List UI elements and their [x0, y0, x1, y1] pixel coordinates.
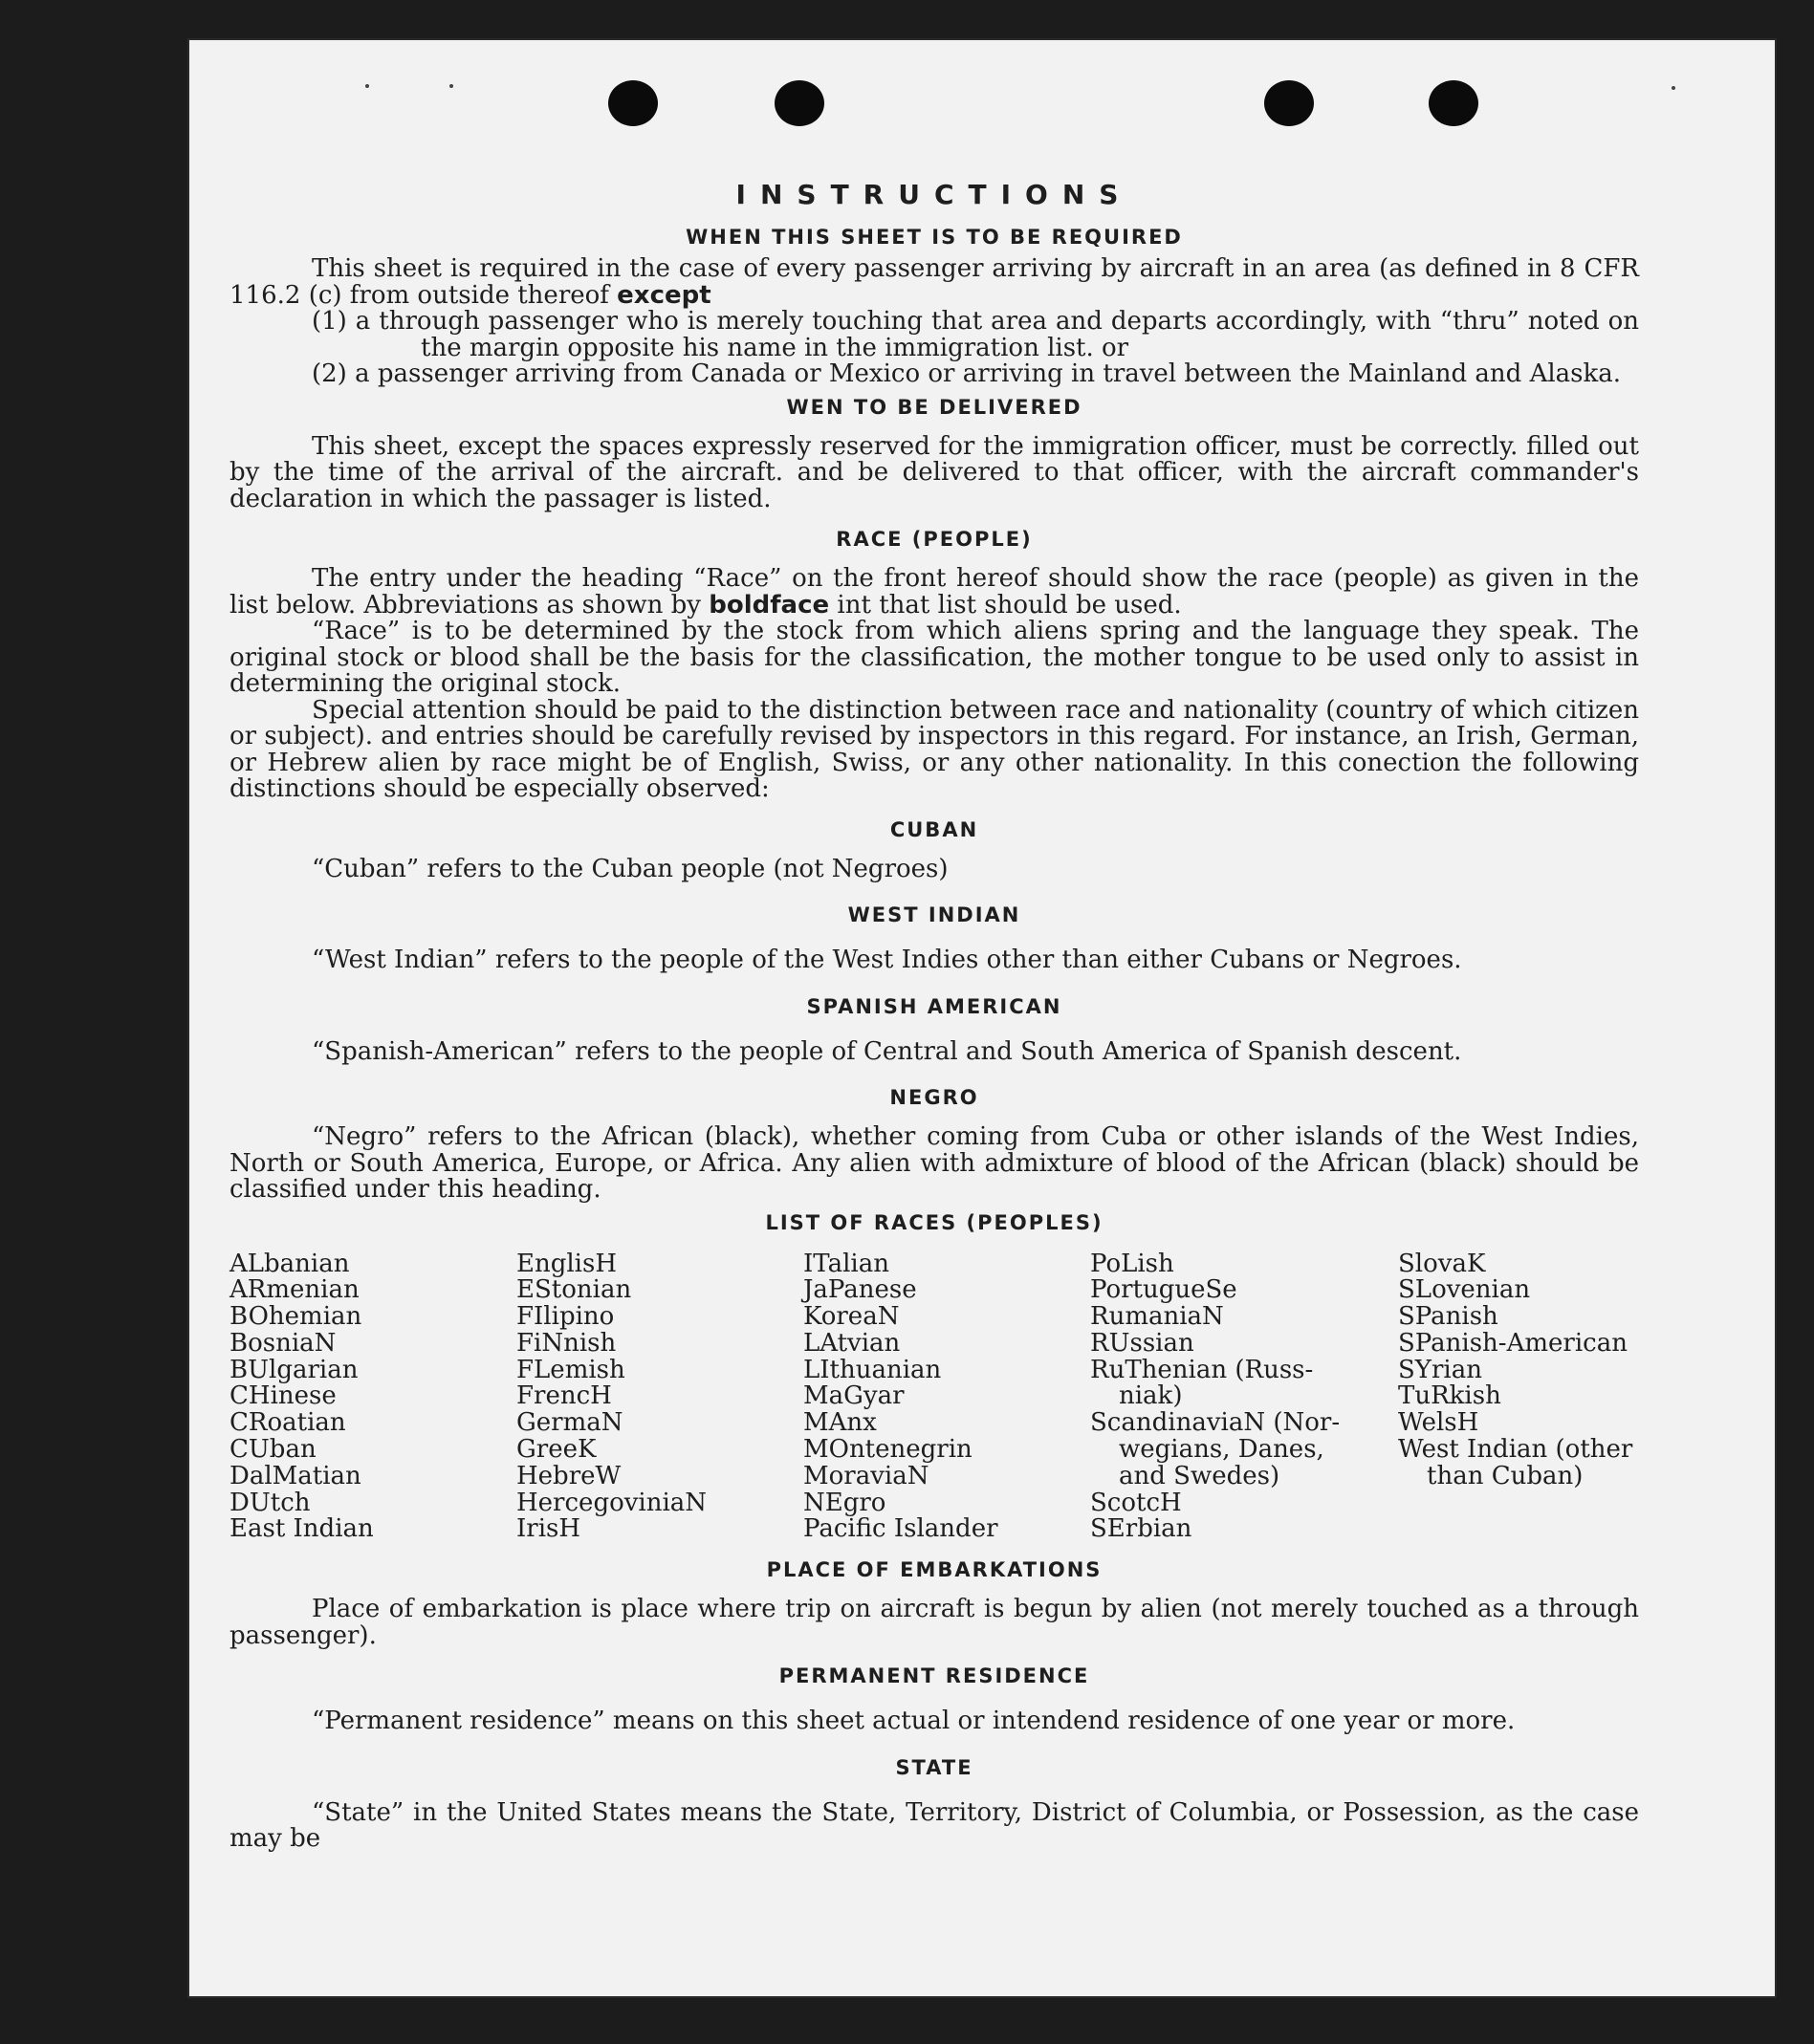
list-item: JaPanese — [803, 1275, 917, 1305]
list-item: EStonian — [516, 1275, 632, 1305]
race-column-4 — [1090, 1251, 1398, 1544]
bold-text: boldface — [709, 590, 830, 620]
scan-speck — [449, 84, 453, 88]
list-item: LIthuanian — [803, 1355, 942, 1384]
heading-embarkation: PLACE OF EMBARKATIONS — [766, 1558, 1103, 1582]
list-item: SErbian — [1090, 1514, 1192, 1544]
list-item: RumaniaN — [1090, 1302, 1224, 1332]
list-item: than Cuban) — [1427, 1461, 1584, 1490]
list-item-1: (1) a through passenger who is merely touching that area and departs accordingly, with “thru” noted on the margin opposite his name in the immigration list. or — [312, 307, 1639, 362]
list-item: SPanish — [1398, 1302, 1498, 1332]
paragraph-negro: “Negro” refers to the African (black), whether coming from Cuba or other islands of the West Indies, North or South America, Europe, or Africa. Any alien with admixture of blood of the African (black) should be classified under this heading. — [229, 1122, 1639, 1204]
list-item: RUssian — [1090, 1328, 1194, 1358]
text-span: The entry under the heading “Race” on the front hereof should show the race (people) as given in the list below. Abbreviations as shown by — [229, 564, 1639, 620]
list-item: LAtvian — [803, 1328, 901, 1358]
heading-west-indian: WEST INDIAN — [847, 903, 1021, 926]
list-item: ITalian — [803, 1249, 889, 1278]
scan-speck — [1672, 86, 1675, 90]
paragraph-race-1 — [229, 566, 1639, 619]
paragraph-west-indian: “West Indian” refers to the people of the West Indies other than either Cubans or Negroes. — [312, 946, 1462, 974]
paragraph-race-2: “Race” is to be determined by the stock from which aliens spring and the language they speak. The original stock or blood shall be the basis for the classification, the mother tongue to be used only to assist in determining the original stock. — [229, 617, 1639, 698]
list-item: MoraviaN — [803, 1461, 929, 1490]
heading-spanish-american: SPANISH AMERICAN — [806, 994, 1062, 1018]
list-item: CRoatian — [229, 1408, 346, 1438]
list-item: ScotcH — [1090, 1488, 1182, 1517]
list-item: HebreW — [516, 1461, 622, 1490]
list-item: niak) — [1119, 1381, 1183, 1411]
list-item: WelsH — [1398, 1408, 1479, 1438]
heading-when-required: WHEN THIS SHEET IS TO BE REQUIRED — [686, 226, 1183, 249]
list-item: KoreaN — [803, 1302, 900, 1332]
punch-hole — [1264, 80, 1314, 126]
list-item: TuRkish — [1398, 1381, 1501, 1411]
list-item: SlovaK — [1398, 1249, 1486, 1278]
document-page — [189, 40, 1775, 1996]
list-item: ARmenian — [229, 1275, 360, 1305]
paragraph-race-3: Special attention should be paid to the distinction between race and nationality (country of which citizen or subject). and entries should be carefully revised by inspectors in this regard. For instance, an Irish, German, or Hebrew alien by race might be of English, Swiss, or any other nationality. In this conection the following distinctions should be especially observed: — [229, 695, 1639, 803]
race-column-1 — [229, 1251, 516, 1544]
scan-speck — [365, 84, 369, 88]
paragraph-when-required — [229, 256, 1639, 309]
list-item: West Indian (other — [1398, 1435, 1633, 1465]
list-item: MOntenegrin — [803, 1435, 973, 1465]
list-item: MAnx — [803, 1408, 877, 1438]
list-item: FLemish — [516, 1355, 625, 1384]
race-column-3 — [803, 1251, 1090, 1544]
list-item: EnglisH — [516, 1249, 618, 1278]
paragraph-embarkation: Place of embarkation is place where trip on aircraft is begun by alien (not merely touched as a through passenger). — [229, 1595, 1639, 1650]
list-item: DUtch — [229, 1488, 311, 1517]
list-item: SPanish-American — [1398, 1328, 1628, 1358]
race-column-2 — [516, 1251, 803, 1544]
list-item: RuThenian (Russ- — [1090, 1355, 1314, 1384]
heading-race: RACE (PEOPLE) — [836, 528, 1033, 551]
punch-hole — [1429, 80, 1478, 126]
heading-state: STATE — [895, 1755, 973, 1779]
list-item: FIlipino — [516, 1302, 615, 1332]
list-item: IrisH — [516, 1514, 581, 1544]
heading-permanent-residence: PERMANENT RESIDENCE — [778, 1664, 1090, 1688]
heading-negro: NEGRO — [889, 1086, 979, 1109]
list-item-2: (2) a passenger arriving from Canada or Mexico or arriving in travel between the Mainland and Alaska. — [312, 359, 1622, 388]
page-title: INSTRUCTIONS — [735, 179, 1133, 210]
list-item: East Indian — [229, 1514, 374, 1544]
list-item: PortugueSe — [1090, 1275, 1237, 1305]
list-item: ScandinaviaN (Nor- — [1090, 1408, 1341, 1438]
paragraph-when-delivered: This sheet, except the spaces expressly reserved for the immigration officer, must be correctly. filled out by the time of the arrival of the aircraft. and be delivered to that officer, with the aircraft commander's declaration in which the passager is listed. — [229, 431, 1639, 513]
paragraph-permanent-residence: “Permanent residence” means on this sheet actual or intendend residence of one year or more. — [312, 1707, 1516, 1736]
race-column-5 — [1398, 1251, 1639, 1544]
list-item: FiNnish — [516, 1328, 617, 1358]
paragraph-spanish-american: “Spanish-American” refers to the people of Central and South America of Spanish descent. — [312, 1036, 1462, 1066]
instructions-content — [229, 179, 1639, 1853]
list-item: NEgro — [803, 1488, 886, 1517]
punch-hole — [608, 80, 658, 126]
text-span: This sheet is required in the case of every passenger arriving by aircraft in an area (as defined in 8 CFR 116.2 (c) from outside thereof — [229, 254, 1639, 310]
list-item: and Swedes) — [1119, 1461, 1280, 1490]
punch-hole — [775, 80, 824, 126]
heading-when-delivered: WEN TO BE DELIVERED — [786, 395, 1082, 419]
list-item: SYrian — [1398, 1355, 1482, 1384]
list-item: GermaN — [516, 1408, 623, 1438]
list-item: BOhemian — [229, 1302, 362, 1332]
paragraph-state: “State” in the United States means the State, Territory, District of Columbia, or Possession, as the case may be — [229, 1797, 1639, 1854]
list-item: SLovenian — [1398, 1275, 1531, 1305]
list-item: GreeK — [516, 1435, 597, 1465]
text-span: int that list should be used. — [837, 590, 1182, 620]
list-item: DalMatian — [229, 1461, 361, 1490]
list-item: BosniaN — [229, 1328, 337, 1358]
bold-text: except — [617, 280, 711, 310]
list-item: Pacific Islander — [803, 1514, 998, 1544]
heading-cuban: CUBAN — [889, 817, 979, 841]
heading-list-of-races: LIST OF RACES (PEOPLES) — [765, 1210, 1104, 1234]
list-item: CUban — [229, 1435, 317, 1465]
race-list — [229, 1251, 1639, 1544]
list-item: FrencH — [516, 1381, 612, 1411]
list-item: CHinese — [229, 1381, 337, 1411]
list-item: BUlgarian — [229, 1355, 359, 1384]
list-item: PoLish — [1090, 1249, 1174, 1278]
list-item: wegians, Danes, — [1119, 1435, 1324, 1465]
list-item: HercegoviniaN — [516, 1488, 708, 1517]
list-item: ALbanian — [229, 1249, 350, 1278]
paragraph-cuban: “Cuban” refers to the Cuban people (not Negroes) — [312, 854, 949, 883]
list-item: MaGyar — [803, 1381, 905, 1411]
